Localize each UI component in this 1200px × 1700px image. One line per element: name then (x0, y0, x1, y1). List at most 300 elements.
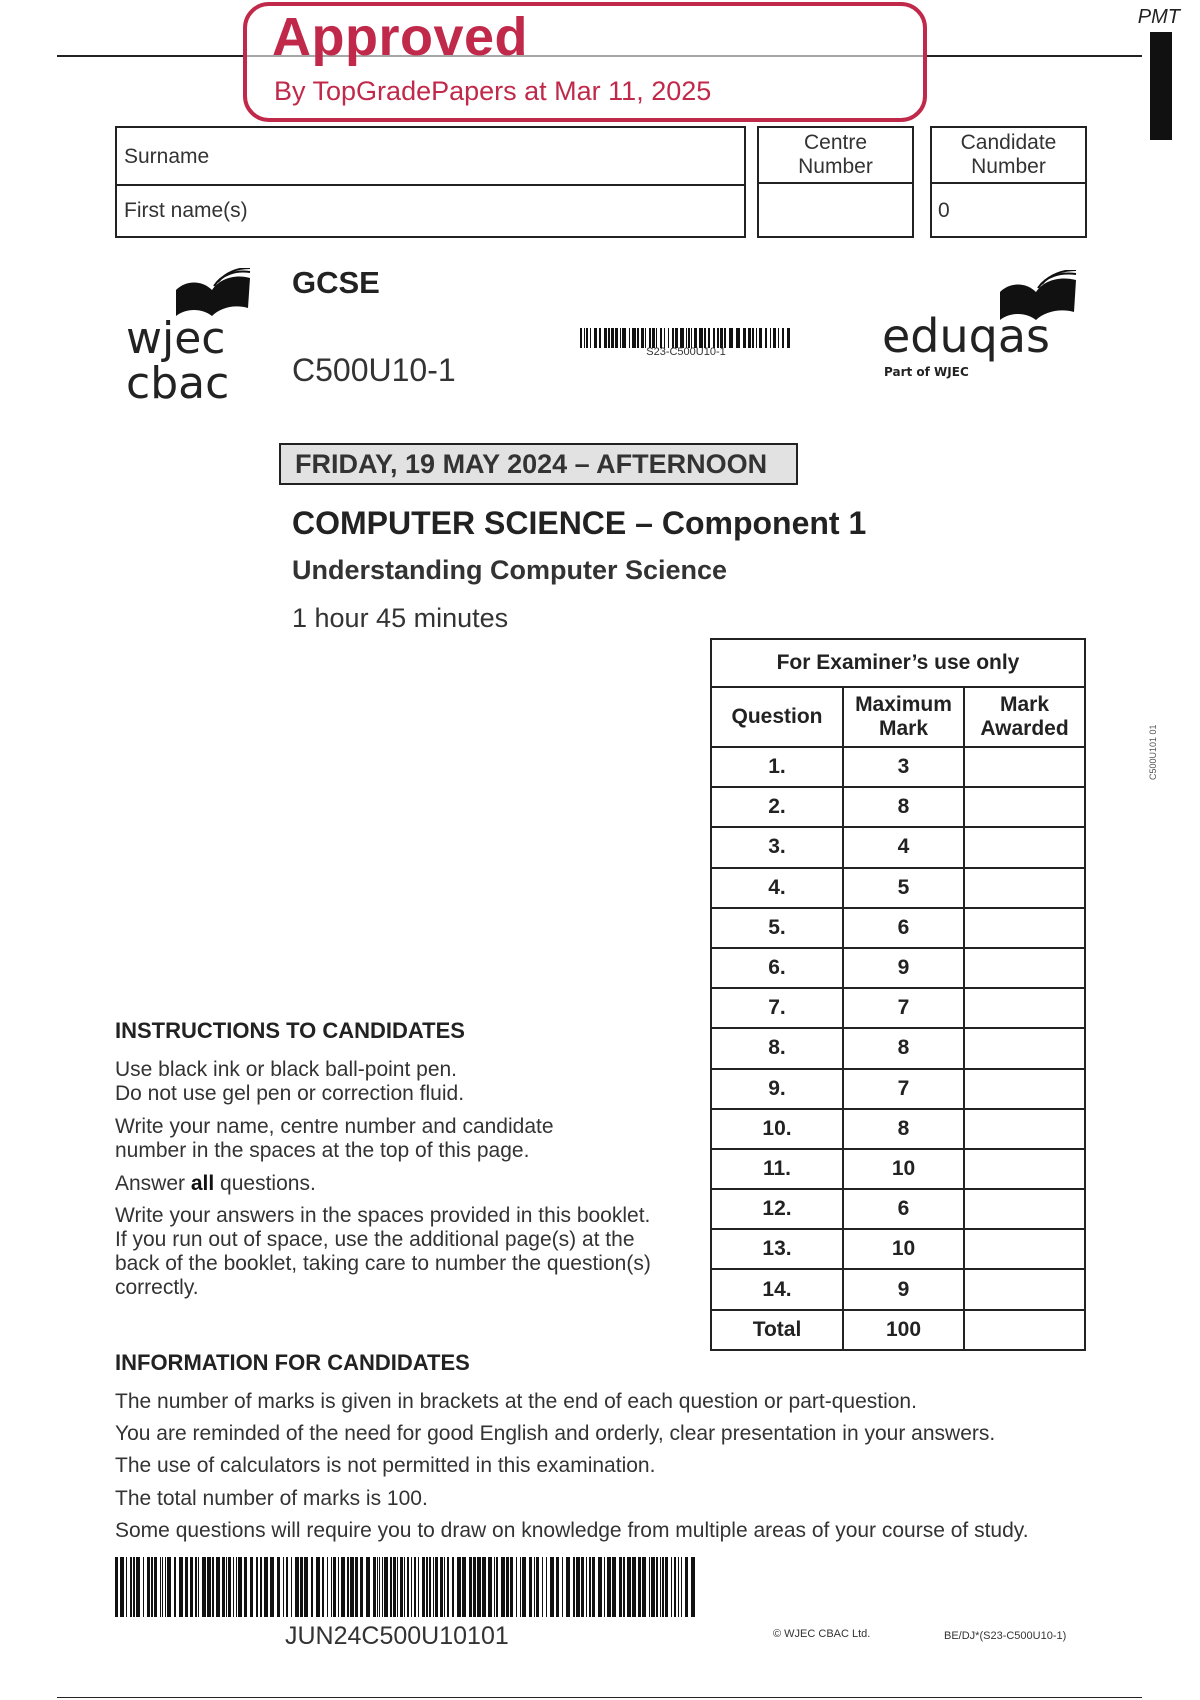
barcode-bar (327, 1557, 328, 1617)
question-number: 7. (711, 988, 843, 1028)
barcode-bar (411, 1557, 412, 1617)
max-mark: 4 (843, 827, 964, 867)
total-label: Total (711, 1310, 843, 1350)
barcode-bar (384, 1557, 388, 1617)
barcode-bar (212, 1557, 214, 1617)
max-mark: 9 (843, 948, 964, 988)
barcode-bar (143, 1557, 144, 1617)
barcode-bar (185, 1557, 188, 1617)
max-mark: 9 (843, 1269, 964, 1309)
barcode-bar (256, 1557, 258, 1617)
barcode-bar (238, 1557, 242, 1617)
barcode-bar (435, 1557, 438, 1617)
barcode-bar (522, 1557, 526, 1617)
instructions-p4-line3: back of the booklet, taking care to number the question(s) (115, 1252, 651, 1275)
barcode-bar (622, 328, 626, 348)
barcode-bar (447, 1557, 449, 1617)
max-mark-header-line2: Mark (878, 717, 929, 740)
barcode-bar (355, 1557, 358, 1617)
barcode-bar (444, 1557, 445, 1617)
table-row (711, 827, 1085, 867)
barcode-bar (743, 328, 746, 348)
stamp-subtitle: By TopGradePapers at Mar 11, 2025 (274, 76, 712, 106)
barcode-bar (623, 1557, 625, 1617)
table-row (711, 1028, 1085, 1068)
barcode-bar (433, 1557, 434, 1617)
max-mark-header-line1: Maximum (855, 693, 952, 716)
barcode-bar (627, 1557, 631, 1617)
barcode-bar (584, 328, 585, 348)
barcode-graphic (580, 328, 792, 348)
cbac-text: cbac (126, 358, 230, 408)
mark-awarded-cell[interactable] (964, 747, 1085, 787)
barcode-bar (510, 1557, 513, 1617)
barcode-bar (660, 1557, 661, 1617)
barcode-bar (665, 1557, 668, 1617)
max-mark: 7 (843, 1069, 964, 1109)
mark-awarded-cell[interactable] (964, 1229, 1085, 1269)
mark-awarded-cell[interactable] (964, 827, 1085, 867)
barcode-bar (608, 328, 610, 348)
total-row (711, 1310, 1085, 1350)
barcode-bar (691, 328, 692, 348)
barcode-bar (668, 328, 669, 348)
barcode-bar (350, 1557, 354, 1617)
barcode-bar (347, 1557, 349, 1617)
barcode-bar (286, 1557, 288, 1617)
barcode-bar (300, 1557, 303, 1617)
barcode-bar (165, 1557, 166, 1617)
mark-awarded-cell[interactable] (964, 868, 1085, 908)
wjec-text: wjec (126, 313, 226, 364)
instructions-p4 (115, 1204, 651, 1300)
table-row (711, 1189, 1085, 1229)
barcode-bar (179, 1557, 183, 1617)
barcode-bar (167, 1557, 171, 1617)
candidate-number-value: 0 (938, 199, 950, 222)
question-header: Question (711, 687, 843, 747)
information-line: Some questions will require you to draw on knowledge from multiple areas of your course of study. (115, 1519, 1029, 1542)
barcode-bar (174, 1557, 176, 1617)
barcode-bar (641, 328, 644, 348)
barcode-bar (190, 1557, 193, 1617)
barcode-bar (656, 328, 657, 348)
barcode-bar (457, 1557, 461, 1617)
barcode-bar (494, 1557, 495, 1617)
eduqas-text: eduqas (882, 309, 1051, 363)
candidate-number-label-1: Candidate (960, 131, 1057, 154)
reference-code: BE/DJ*(S23-C500U10-1) (944, 1630, 1067, 1642)
stamp-title: Approved (272, 7, 529, 67)
barcode-bar (675, 328, 678, 348)
barcode-bar (198, 1557, 199, 1617)
barcode-bar (586, 1557, 587, 1617)
qualification-level: GCSE (292, 265, 380, 300)
barcode-bar (752, 328, 754, 348)
barcode-bar (452, 1557, 454, 1617)
barcode-bar (680, 328, 684, 348)
barcode-bar (607, 1557, 611, 1617)
barcode-bar (333, 1557, 336, 1617)
barcode-bar (632, 328, 636, 348)
barcode-bar (589, 1557, 591, 1617)
barcode-bar (160, 1557, 161, 1617)
barcode-bar (195, 1557, 197, 1617)
barcode-bar (604, 1557, 605, 1617)
barcode-bar (529, 1557, 532, 1617)
barcode-bar (404, 1557, 405, 1617)
barcode-bar (576, 1557, 580, 1617)
barcode-bar (440, 1557, 443, 1617)
barcode-bar (250, 1557, 253, 1617)
barcode-bar (473, 1557, 476, 1617)
barcode-bar (291, 1557, 292, 1617)
mark-awarded-cell[interactable] (964, 988, 1085, 1028)
barcode-bar (681, 1557, 682, 1617)
barcode-bar (748, 328, 751, 348)
table-row (711, 948, 1085, 988)
barcode-bar (216, 1557, 220, 1617)
paper-barcode-text: S23-C500U10-1 (646, 346, 726, 358)
barcode-bar (615, 328, 618, 348)
barcode-bar (724, 328, 726, 348)
table-row (711, 747, 1085, 787)
information-line: The total number of marks is 100. (115, 1487, 428, 1510)
barcode-bar (520, 1557, 521, 1617)
barcode-bar (536, 1557, 539, 1617)
question-number: 12. (711, 1189, 843, 1229)
information-line: You are reminded of the need for good English and orderly, clear presentation in your answers. (115, 1422, 996, 1445)
surname-label: Surname (124, 145, 210, 168)
instructions-p4-line2: If you run out of space, use the additional page(s) at the (115, 1228, 635, 1251)
barcode-bar (573, 1557, 575, 1617)
barcode-bar (598, 1557, 602, 1617)
table-row (711, 988, 1085, 1028)
barcode-bar (147, 1557, 150, 1617)
max-mark: 8 (843, 1028, 964, 1068)
table-row (711, 1149, 1085, 1189)
instructions-p3 (115, 1172, 316, 1196)
barcode-bar (414, 1557, 416, 1617)
barcode-bar (207, 1557, 211, 1617)
instructions-p4-line4: correctly. (115, 1276, 199, 1299)
barcode-bar (674, 1557, 676, 1617)
barcode-bar (652, 328, 655, 348)
barcode-bar (649, 328, 651, 348)
information-heading: INFORMATION FOR CANDIDATES (115, 1350, 470, 1375)
barcode-bar (154, 1557, 157, 1617)
barcode-bar (729, 328, 733, 348)
barcode-bar (236, 1557, 237, 1617)
table-row (711, 1109, 1085, 1149)
candidate-number-field[interactable] (930, 182, 1087, 238)
barcode-bar (382, 1557, 383, 1617)
question-number: 4. (711, 868, 843, 908)
barcode-bar (664, 328, 665, 348)
barcode-bar (637, 328, 639, 348)
bottom-rule (57, 1697, 1142, 1698)
mark-awarded-header-line2: Awarded (980, 717, 1069, 740)
barcode-bar (501, 1557, 505, 1617)
eduqas-book-icon (878, 270, 1098, 382)
question-number: 13. (711, 1229, 843, 1269)
subject-title: COMPUTER SCIENCE – Component 1 (292, 505, 867, 541)
barcode-bar (566, 1557, 570, 1617)
question-number: 1. (711, 747, 843, 787)
table-row (711, 1229, 1085, 1269)
barcode-bar (688, 328, 690, 348)
question-number: 3. (711, 827, 843, 867)
barcode-bar (699, 328, 703, 348)
mark-awarded-cell[interactable] (964, 1028, 1085, 1068)
barcode-bar (393, 1557, 396, 1617)
table-row (711, 868, 1085, 908)
barcode-bar (506, 1557, 509, 1617)
max-mark: 8 (843, 1109, 964, 1149)
barcode-bar (422, 1557, 425, 1617)
mark-awarded-cell[interactable] (964, 1189, 1085, 1229)
max-mark: 7 (843, 988, 964, 1028)
barcode-bar (713, 328, 715, 348)
barcode-bar (556, 1557, 559, 1617)
wjec-cbac-logo (124, 268, 254, 408)
max-mark: 3 (843, 747, 964, 787)
barcode-bar (496, 1557, 498, 1617)
barcode-bar (151, 1557, 153, 1617)
barcode-bar (645, 328, 646, 348)
mark-awarded-cell[interactable] (964, 1109, 1085, 1149)
barcode-bar (233, 1557, 234, 1617)
question-number: 10. (711, 1109, 843, 1149)
table-row (711, 1269, 1085, 1309)
instructions-p2 (115, 1115, 554, 1163)
barcode-bar (133, 1557, 135, 1617)
barcode-bar (222, 1557, 225, 1617)
max-mark: 10 (843, 1229, 964, 1269)
barcode-bar (341, 1557, 345, 1617)
barcode-bar (316, 1557, 320, 1617)
candidate-barcode (115, 1557, 695, 1617)
instructions-p1 (115, 1058, 464, 1106)
barcode-bar (782, 328, 784, 348)
barcode-bar (756, 328, 757, 348)
barcode-bar (120, 1557, 124, 1617)
table-row (711, 787, 1085, 827)
barcode-bar (770, 328, 771, 348)
barcode-bar (283, 1557, 284, 1617)
max-mark: 8 (843, 787, 964, 827)
exam-date-banner: FRIDAY, 19 MAY 2024 – AFTERNOON (279, 443, 798, 485)
barcode-bar (586, 328, 588, 348)
information-line: The number of marks is given in brackets at the end of each question or part-question. (115, 1390, 917, 1413)
barcode-bar (397, 1557, 398, 1617)
question-number: 11. (711, 1149, 843, 1189)
barcode-bar (629, 328, 630, 348)
barcode-bar (649, 1557, 650, 1617)
barcode-bar (592, 1557, 595, 1617)
barcode-bar (685, 1557, 688, 1617)
paper-code: C500U10-1 (292, 352, 456, 388)
question-number: 2. (711, 787, 843, 827)
barcode-bar (638, 1557, 641, 1617)
barcode-bar (632, 1557, 636, 1617)
information-line: The use of calculators is not permitted in this examination. (115, 1454, 656, 1477)
subject-subtitle: Understanding Computer Science (292, 555, 728, 585)
barcode-bar (708, 328, 710, 348)
barcode-bar (488, 1557, 492, 1617)
side-code: C500U101 01 (1148, 724, 1158, 780)
barcode-bar (400, 1557, 403, 1617)
mark-awarded-header-line1: Mark (999, 693, 1050, 716)
barcode-bar (691, 1557, 695, 1617)
barcode-bar (612, 1557, 616, 1617)
barcode-bar (331, 1557, 332, 1617)
barcode-bar (686, 328, 687, 348)
examiner-table-title: For Examiner’s use only (711, 639, 1085, 687)
barcode-bar (662, 1557, 664, 1617)
copyright: © WJEC CBAC Ltd. (773, 1628, 871, 1640)
barcode-bar (477, 1557, 481, 1617)
barcode-bar (778, 328, 779, 348)
barcode-bar (379, 1557, 380, 1617)
barcode-bar (322, 1557, 324, 1617)
total-value: 100 (843, 1310, 964, 1350)
barcode-code: JUN24C500U10101 (285, 1622, 509, 1650)
question-number: 6. (711, 948, 843, 988)
barcode-bar (642, 1557, 646, 1617)
barcode-bar (581, 1557, 584, 1617)
mark-awarded-cell[interactable] (964, 1069, 1085, 1109)
barcode-bar (660, 328, 662, 348)
table-row (711, 1069, 1085, 1109)
max-mark: 5 (843, 868, 964, 908)
question-number: 8. (711, 1028, 843, 1068)
paper-barcode (580, 328, 792, 348)
eduqas-tagline: Part of WJEC (884, 365, 969, 379)
barcode-bar (482, 1557, 486, 1617)
centre-number-field[interactable] (757, 182, 914, 238)
barcode-bar (373, 1557, 376, 1617)
barcode-bar (611, 328, 614, 348)
barcode-bar (773, 328, 776, 348)
barcode-bar (260, 1557, 262, 1617)
centre-number-label-1: Centre (803, 131, 868, 154)
barcode-bar (115, 1557, 118, 1617)
mark-awarded-cell[interactable] (964, 948, 1085, 988)
barcode-bar (469, 1557, 472, 1617)
mark-awarded-header (964, 687, 1085, 747)
barcode-graphic (115, 1557, 695, 1617)
barcode-bar (704, 328, 706, 348)
instructions-p3-before: Answer (115, 1172, 191, 1195)
instructions-p4-line1: Write your answers in the spaces provided in this booklet. (115, 1204, 651, 1227)
barcode-bar (377, 1557, 378, 1617)
examiner-table (710, 638, 1086, 1351)
first-name-label: First name(s) (124, 199, 248, 222)
instructions-heading: INSTRUCTIONS TO CANDIDATES (115, 1018, 465, 1043)
surname-field[interactable] (115, 126, 746, 186)
barcode-bar (418, 1557, 419, 1617)
max-mark: 6 (843, 1189, 964, 1229)
question-number: 14. (711, 1269, 843, 1309)
barcode-bar (550, 1557, 554, 1617)
barcode-bar (226, 1557, 227, 1617)
barcode-bar (295, 1557, 299, 1617)
barcode-bar (678, 1557, 679, 1617)
barcode-bar (516, 1557, 517, 1617)
barcode-bar (671, 1557, 672, 1617)
barcode-bar (338, 1557, 339, 1617)
barcode-bar (311, 1557, 313, 1617)
barcode-bar (390, 1557, 392, 1617)
barcode-bar (202, 1557, 206, 1617)
barcode-bar (304, 1557, 308, 1617)
total-awarded-cell[interactable] (964, 1310, 1085, 1350)
instructions-p3-after: questions. (214, 1172, 316, 1195)
barcode-bar (590, 328, 591, 348)
barcode-bar (270, 1557, 274, 1617)
barcode-bar (736, 328, 740, 348)
barcode-bar (580, 328, 582, 348)
barcode-bar (244, 1557, 247, 1617)
question-number: 5. (711, 908, 843, 948)
barcode-bar (656, 1557, 658, 1617)
exam-duration: 1 hour 45 minutes (292, 603, 509, 633)
barcode-bar (264, 1557, 268, 1617)
barcode-bar (604, 328, 607, 348)
barcode-bar (360, 1557, 363, 1617)
mark-awarded-cell[interactable] (964, 1269, 1085, 1309)
barcode-bar (720, 328, 723, 348)
barcode-bar (562, 1557, 563, 1617)
barcode-bar (619, 1557, 622, 1617)
instructions-p1-line1: Use black ink or black ball-point pen. (115, 1058, 458, 1081)
pmt-label: PMT (1137, 6, 1180, 28)
mark-awarded-cell[interactable] (964, 1149, 1085, 1189)
barcode-bar (534, 1557, 535, 1617)
barcode-bar (426, 1557, 428, 1617)
barcode-bar (620, 328, 621, 348)
barcode-bar (651, 1557, 655, 1617)
barcode-bar (136, 1557, 140, 1617)
instructions-p1-line2: Do not use gel pen or correction fluid. (115, 1082, 465, 1105)
barcode-bar (462, 1557, 466, 1617)
barcode-bar (429, 1557, 431, 1617)
barcode-bar (787, 328, 790, 348)
instructions-p3-bold: all (190, 1172, 215, 1195)
barcode-bar (366, 1557, 370, 1617)
eduqas-logo (878, 270, 1098, 382)
barcode-bar (130, 1557, 132, 1617)
max-mark-header (843, 687, 964, 747)
barcode-bar (694, 328, 697, 348)
barcode-bar (599, 328, 601, 348)
barcode-bar (717, 328, 719, 348)
barcode-bar (228, 1557, 231, 1617)
barcode-bar (765, 328, 767, 348)
barcode-bar (162, 1557, 163, 1617)
instructions-p2-line2: number in the spaces at the top of this page. (115, 1139, 530, 1162)
barcode-bar (759, 328, 762, 348)
max-mark: 10 (843, 1149, 964, 1189)
centre-number-label-2: Number (798, 155, 873, 178)
barcode-bar (546, 1557, 547, 1617)
instructions-p2-line1: Write your name, centre number and candidate (115, 1115, 554, 1138)
side-marker-bar (1150, 32, 1172, 140)
mark-awarded-cell[interactable] (964, 908, 1085, 948)
mark-awarded-cell[interactable] (964, 787, 1085, 827)
book-icon (124, 268, 254, 408)
